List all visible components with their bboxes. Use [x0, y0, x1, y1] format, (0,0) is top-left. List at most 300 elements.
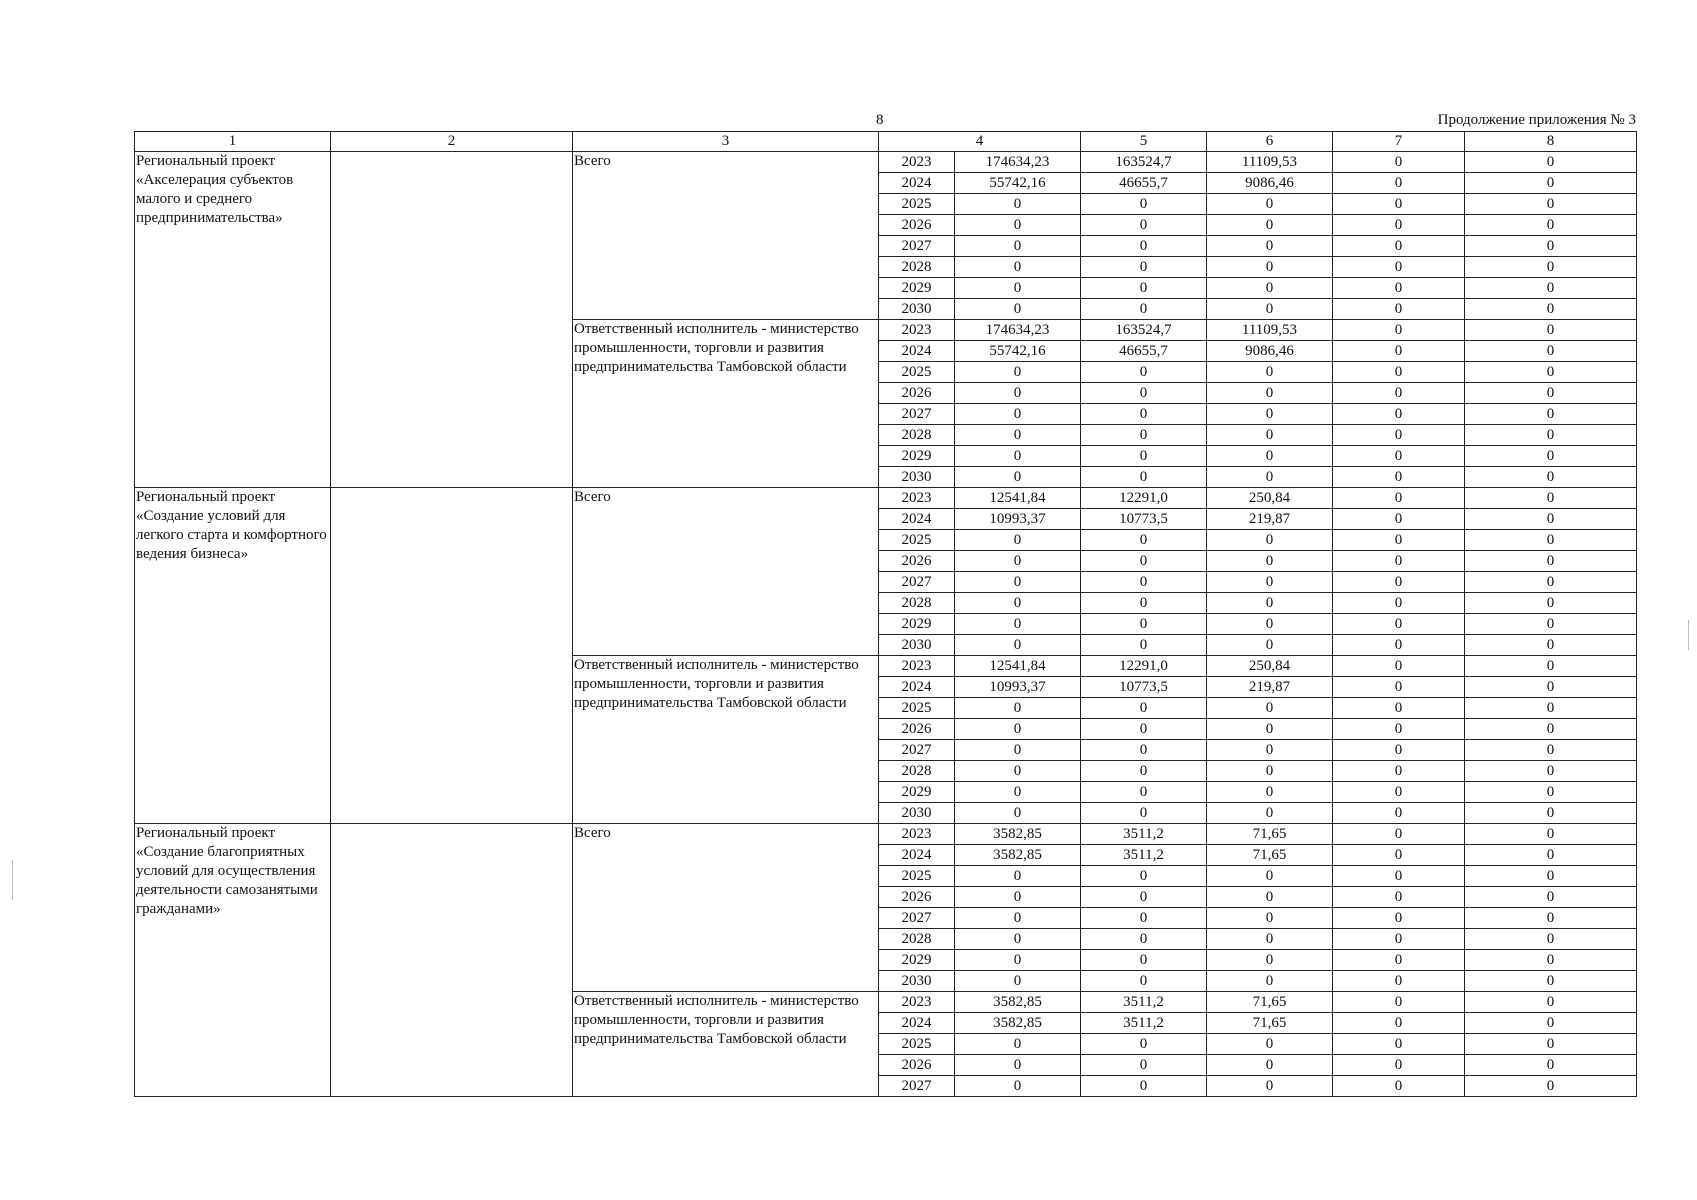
total-cell: 0 [955, 257, 1081, 278]
year-cell: 2024 [879, 1013, 955, 1034]
regional-cell: 0 [1207, 530, 1333, 551]
year-cell: 2028 [879, 257, 955, 278]
year-cell: 2025 [879, 194, 955, 215]
local-cell: 0 [1333, 299, 1465, 320]
local-cell: 0 [1333, 908, 1465, 929]
total-cell: 174634,23 [955, 152, 1081, 173]
federal-cell: 0 [1081, 719, 1207, 740]
regional-cell: 0 [1207, 614, 1333, 635]
other-cell: 0 [1465, 362, 1637, 383]
local-cell: 0 [1333, 1034, 1465, 1055]
total-cell: 0 [955, 1034, 1081, 1055]
total-cell: 0 [955, 530, 1081, 551]
regional-cell: 0 [1207, 950, 1333, 971]
regional-cell: 219,87 [1207, 677, 1333, 698]
regional-cell: 71,65 [1207, 845, 1333, 866]
federal-cell: 0 [1081, 215, 1207, 236]
regional-cell: 0 [1207, 1076, 1333, 1097]
year-cell: 2025 [879, 866, 955, 887]
regional-cell: 0 [1207, 257, 1333, 278]
federal-cell: 0 [1081, 887, 1207, 908]
regional-cell: 0 [1207, 404, 1333, 425]
total-cell: 3582,85 [955, 845, 1081, 866]
table-row [135, 824, 1637, 845]
total-cell: 0 [955, 761, 1081, 782]
year-cell: 2025 [879, 698, 955, 719]
year-cell: 2023 [879, 488, 955, 509]
local-cell: 0 [1333, 215, 1465, 236]
regional-cell: 0 [1207, 278, 1333, 299]
total-cell: 0 [955, 887, 1081, 908]
table-body [135, 152, 1637, 1097]
group-label-cell: Ответственный исполнитель - министерство промышленности, торговли и развития предпринимательства Тамбовской области [573, 992, 879, 1097]
other-cell: 0 [1465, 677, 1637, 698]
year-cell: 2024 [879, 677, 955, 698]
scan-edge-mark [1688, 620, 1689, 650]
total-cell: 0 [955, 425, 1081, 446]
year-cell: 2029 [879, 950, 955, 971]
federal-cell: 0 [1081, 383, 1207, 404]
appendix-caption: Продолжение приложения № 3 [1437, 112, 1636, 128]
header-cell-7: 7 [1333, 132, 1465, 152]
federal-cell: 0 [1081, 236, 1207, 257]
other-cell: 0 [1465, 215, 1637, 236]
local-cell: 0 [1333, 1055, 1465, 1076]
local-cell: 0 [1333, 782, 1465, 803]
other-cell: 0 [1465, 845, 1637, 866]
total-cell: 0 [955, 299, 1081, 320]
other-cell: 0 [1465, 698, 1637, 719]
federal-cell: 0 [1081, 278, 1207, 299]
regional-cell: 250,84 [1207, 656, 1333, 677]
regional-cell: 0 [1207, 362, 1333, 383]
total-cell: 55742,16 [955, 341, 1081, 362]
year-cell: 2024 [879, 845, 955, 866]
other-cell: 0 [1465, 803, 1637, 824]
local-cell: 0 [1333, 803, 1465, 824]
federal-cell: 0 [1081, 782, 1207, 803]
other-cell: 0 [1465, 1013, 1637, 1034]
header-cell-2: 2 [331, 132, 573, 152]
total-cell: 0 [955, 635, 1081, 656]
regional-cell: 71,65 [1207, 992, 1333, 1013]
local-cell: 0 [1333, 992, 1465, 1013]
regional-cell: 0 [1207, 299, 1333, 320]
federal-cell: 0 [1081, 194, 1207, 215]
local-cell: 0 [1333, 530, 1465, 551]
total-cell: 0 [955, 908, 1081, 929]
local-cell: 0 [1333, 614, 1465, 635]
total-cell: 0 [955, 866, 1081, 887]
regional-cell: 11109,53 [1207, 152, 1333, 173]
project-name-cell: Региональный проект «Создание благоприятных условий для осуществления деятельности самозанятыми гражданами» [135, 824, 331, 1097]
year-cell: 2027 [879, 1076, 955, 1097]
local-cell: 0 [1333, 1013, 1465, 1034]
year-cell: 2023 [879, 152, 955, 173]
federal-cell: 163524,7 [1081, 320, 1207, 341]
regional-cell: 250,84 [1207, 488, 1333, 509]
regional-cell: 0 [1207, 467, 1333, 488]
regional-cell: 71,65 [1207, 1013, 1333, 1034]
local-cell: 0 [1333, 320, 1465, 341]
total-cell: 3582,85 [955, 992, 1081, 1013]
other-cell: 0 [1465, 152, 1637, 173]
page-number: 8 [876, 112, 884, 128]
federal-cell: 12291,0 [1081, 656, 1207, 677]
other-cell: 0 [1465, 236, 1637, 257]
local-cell: 0 [1333, 509, 1465, 530]
year-cell: 2029 [879, 614, 955, 635]
local-cell: 0 [1333, 698, 1465, 719]
year-cell: 2026 [879, 1055, 955, 1076]
group-label-cell: Всего [573, 824, 879, 992]
other-cell: 0 [1465, 1076, 1637, 1097]
total-cell: 0 [955, 740, 1081, 761]
regional-cell: 0 [1207, 761, 1333, 782]
total-cell: 0 [955, 236, 1081, 257]
federal-cell: 0 [1081, 803, 1207, 824]
year-cell: 2029 [879, 782, 955, 803]
year-cell: 2028 [879, 425, 955, 446]
total-cell: 0 [955, 572, 1081, 593]
federal-cell: 0 [1081, 530, 1207, 551]
other-cell: 0 [1465, 866, 1637, 887]
federal-cell: 0 [1081, 404, 1207, 425]
regional-cell: 0 [1207, 1034, 1333, 1055]
total-cell: 0 [955, 404, 1081, 425]
year-cell: 2023 [879, 320, 955, 341]
other-cell: 0 [1465, 425, 1637, 446]
other-cell: 0 [1465, 1055, 1637, 1076]
federal-cell: 0 [1081, 425, 1207, 446]
other-cell: 0 [1465, 782, 1637, 803]
federal-cell: 0 [1081, 614, 1207, 635]
local-cell: 0 [1333, 467, 1465, 488]
total-cell: 0 [955, 950, 1081, 971]
regional-cell: 11109,53 [1207, 320, 1333, 341]
local-cell: 0 [1333, 866, 1465, 887]
federal-cell: 46655,7 [1081, 173, 1207, 194]
year-cell: 2030 [879, 467, 955, 488]
local-cell: 0 [1333, 173, 1465, 194]
federal-cell: 3511,2 [1081, 992, 1207, 1013]
local-cell: 0 [1333, 824, 1465, 845]
federal-cell: 46655,7 [1081, 341, 1207, 362]
regional-cell: 0 [1207, 236, 1333, 257]
local-cell: 0 [1333, 257, 1465, 278]
regional-cell: 0 [1207, 971, 1333, 992]
federal-cell: 0 [1081, 1076, 1207, 1097]
year-cell: 2030 [879, 299, 955, 320]
header-cell-5: 5 [1081, 132, 1207, 152]
local-cell: 0 [1333, 677, 1465, 698]
other-cell: 0 [1465, 446, 1637, 467]
total-cell: 10993,37 [955, 509, 1081, 530]
regional-cell: 0 [1207, 446, 1333, 467]
other-cell: 0 [1465, 593, 1637, 614]
local-cell: 0 [1333, 635, 1465, 656]
regional-cell: 0 [1207, 908, 1333, 929]
regional-cell: 0 [1207, 215, 1333, 236]
regional-cell: 0 [1207, 425, 1333, 446]
year-cell: 2027 [879, 908, 955, 929]
federal-cell: 0 [1081, 257, 1207, 278]
group-label-cell: Ответственный исполнитель - министерство промышленности, торговли и развития предпринимательства Тамбовской области [573, 320, 879, 488]
local-cell: 0 [1333, 425, 1465, 446]
local-cell: 0 [1333, 971, 1465, 992]
total-cell: 0 [955, 467, 1081, 488]
regional-cell: 0 [1207, 593, 1333, 614]
regional-cell: 0 [1207, 1055, 1333, 1076]
group-label-cell: Всего [573, 488, 879, 656]
other-cell: 0 [1465, 509, 1637, 530]
federal-cell: 0 [1081, 971, 1207, 992]
header-cell-3: 3 [573, 132, 879, 152]
total-cell: 55742,16 [955, 173, 1081, 194]
regional-cell: 0 [1207, 383, 1333, 404]
local-cell: 0 [1333, 278, 1465, 299]
regional-cell: 0 [1207, 698, 1333, 719]
header-cell-4: 4 [879, 132, 1081, 152]
year-cell: 2028 [879, 593, 955, 614]
year-cell: 2027 [879, 572, 955, 593]
federal-cell: 0 [1081, 362, 1207, 383]
group-label-cell: Всего [573, 152, 879, 320]
year-cell: 2026 [879, 719, 955, 740]
federal-cell: 163524,7 [1081, 152, 1207, 173]
federal-cell: 0 [1081, 740, 1207, 761]
local-cell: 0 [1333, 656, 1465, 677]
federal-cell: 0 [1081, 1034, 1207, 1055]
local-cell: 0 [1333, 341, 1465, 362]
local-cell: 0 [1333, 446, 1465, 467]
total-cell: 10993,37 [955, 677, 1081, 698]
column-2-cell [331, 824, 573, 1097]
federal-cell: 0 [1081, 593, 1207, 614]
other-cell: 0 [1465, 929, 1637, 950]
year-cell: 2027 [879, 236, 955, 257]
local-cell: 0 [1333, 404, 1465, 425]
total-cell: 0 [955, 698, 1081, 719]
total-cell: 0 [955, 194, 1081, 215]
other-cell: 0 [1465, 257, 1637, 278]
federal-cell: 0 [1081, 299, 1207, 320]
year-cell: 2023 [879, 656, 955, 677]
local-cell: 0 [1333, 593, 1465, 614]
year-cell: 2030 [879, 971, 955, 992]
total-cell: 0 [955, 551, 1081, 572]
local-cell: 0 [1333, 362, 1465, 383]
federal-cell: 3511,2 [1081, 845, 1207, 866]
other-cell: 0 [1465, 488, 1637, 509]
other-cell: 0 [1465, 614, 1637, 635]
federal-cell: 0 [1081, 446, 1207, 467]
other-cell: 0 [1465, 992, 1637, 1013]
other-cell: 0 [1465, 320, 1637, 341]
other-cell: 0 [1465, 278, 1637, 299]
federal-cell: 0 [1081, 698, 1207, 719]
total-cell: 0 [955, 803, 1081, 824]
regional-cell: 219,87 [1207, 509, 1333, 530]
local-cell: 0 [1333, 845, 1465, 866]
column-2-cell [331, 488, 573, 824]
other-cell: 0 [1465, 887, 1637, 908]
other-cell: 0 [1465, 635, 1637, 656]
year-cell: 2023 [879, 824, 955, 845]
regional-cell: 0 [1207, 740, 1333, 761]
total-cell: 3582,85 [955, 824, 1081, 845]
other-cell: 0 [1465, 719, 1637, 740]
federal-cell: 0 [1081, 467, 1207, 488]
year-cell: 2030 [879, 635, 955, 656]
group-label-cell: Ответственный исполнитель - министерство промышленности, торговли и развития предпринимательства Тамбовской области [573, 656, 879, 824]
federal-cell: 0 [1081, 1055, 1207, 1076]
regional-cell: 0 [1207, 194, 1333, 215]
federal-cell: 0 [1081, 761, 1207, 782]
local-cell: 0 [1333, 887, 1465, 908]
year-cell: 2028 [879, 929, 955, 950]
year-cell: 2025 [879, 362, 955, 383]
header-cell-6: 6 [1207, 132, 1333, 152]
year-cell: 2026 [879, 551, 955, 572]
regional-cell: 0 [1207, 782, 1333, 803]
year-cell: 2025 [879, 530, 955, 551]
total-cell: 174634,23 [955, 320, 1081, 341]
other-cell: 0 [1465, 950, 1637, 971]
year-cell: 2026 [879, 215, 955, 236]
header-cell-1: 1 [135, 132, 331, 152]
other-cell: 0 [1465, 908, 1637, 929]
regional-cell: 0 [1207, 551, 1333, 572]
federal-cell: 0 [1081, 908, 1207, 929]
total-cell: 0 [955, 782, 1081, 803]
year-cell: 2026 [879, 887, 955, 908]
local-cell: 0 [1333, 236, 1465, 257]
total-cell: 0 [955, 446, 1081, 467]
other-cell: 0 [1465, 971, 1637, 992]
local-cell: 0 [1333, 572, 1465, 593]
regional-cell: 9086,46 [1207, 341, 1333, 362]
regional-cell: 0 [1207, 887, 1333, 908]
table-row [135, 488, 1637, 509]
year-cell: 2029 [879, 278, 955, 299]
total-cell: 0 [955, 971, 1081, 992]
year-cell: 2027 [879, 404, 955, 425]
total-cell: 0 [955, 278, 1081, 299]
total-cell: 0 [955, 929, 1081, 950]
local-cell: 0 [1333, 194, 1465, 215]
federal-cell: 0 [1081, 572, 1207, 593]
total-cell: 0 [955, 1055, 1081, 1076]
local-cell: 0 [1333, 1076, 1465, 1097]
other-cell: 0 [1465, 530, 1637, 551]
regional-cell: 0 [1207, 803, 1333, 824]
federal-cell: 0 [1081, 950, 1207, 971]
other-cell: 0 [1465, 383, 1637, 404]
regional-cell: 0 [1207, 572, 1333, 593]
other-cell: 0 [1465, 761, 1637, 782]
year-cell: 2023 [879, 992, 955, 1013]
local-cell: 0 [1333, 719, 1465, 740]
year-cell: 2024 [879, 509, 955, 530]
federal-cell: 12291,0 [1081, 488, 1207, 509]
federal-cell: 3511,2 [1081, 1013, 1207, 1034]
year-cell: 2029 [879, 446, 955, 467]
federal-cell: 3511,2 [1081, 824, 1207, 845]
other-cell: 0 [1465, 467, 1637, 488]
year-cell: 2030 [879, 803, 955, 824]
regional-cell: 0 [1207, 635, 1333, 656]
local-cell: 0 [1333, 950, 1465, 971]
other-cell: 0 [1465, 824, 1637, 845]
federal-cell: 0 [1081, 635, 1207, 656]
financing-table [134, 131, 1637, 1097]
local-cell: 0 [1333, 740, 1465, 761]
other-cell: 0 [1465, 656, 1637, 677]
other-cell: 0 [1465, 1034, 1637, 1055]
total-cell: 0 [955, 614, 1081, 635]
regional-cell: 71,65 [1207, 824, 1333, 845]
total-cell: 3582,85 [955, 1013, 1081, 1034]
total-cell: 0 [955, 362, 1081, 383]
other-cell: 0 [1465, 341, 1637, 362]
header-row [135, 132, 1637, 152]
total-cell: 12541,84 [955, 488, 1081, 509]
total-cell: 0 [955, 719, 1081, 740]
other-cell: 0 [1465, 194, 1637, 215]
total-cell: 12541,84 [955, 656, 1081, 677]
other-cell: 0 [1465, 173, 1637, 194]
local-cell: 0 [1333, 929, 1465, 950]
year-cell: 2024 [879, 173, 955, 194]
other-cell: 0 [1465, 551, 1637, 572]
column-2-cell [331, 152, 573, 488]
total-cell: 0 [955, 383, 1081, 404]
local-cell: 0 [1333, 383, 1465, 404]
local-cell: 0 [1333, 152, 1465, 173]
other-cell: 0 [1465, 740, 1637, 761]
federal-cell: 0 [1081, 551, 1207, 572]
other-cell: 0 [1465, 299, 1637, 320]
year-cell: 2024 [879, 341, 955, 362]
year-cell: 2025 [879, 1034, 955, 1055]
federal-cell: 0 [1081, 866, 1207, 887]
other-cell: 0 [1465, 404, 1637, 425]
year-cell: 2027 [879, 740, 955, 761]
year-cell: 2026 [879, 383, 955, 404]
regional-cell: 9086,46 [1207, 173, 1333, 194]
regional-cell: 0 [1207, 719, 1333, 740]
federal-cell: 10773,5 [1081, 677, 1207, 698]
total-cell: 0 [955, 593, 1081, 614]
project-name-cell: Региональный проект «Акселерация субъектов малого и среднего предпринимательства» [135, 152, 331, 488]
scan-edge-mark [12, 860, 13, 900]
regional-cell: 0 [1207, 929, 1333, 950]
project-name-cell: Региональный проект «Создание условий для легкого старта и комфортного ведения бизнеса» [135, 488, 331, 824]
local-cell: 0 [1333, 488, 1465, 509]
total-cell: 0 [955, 215, 1081, 236]
local-cell: 0 [1333, 551, 1465, 572]
table-row [135, 152, 1637, 173]
federal-cell: 0 [1081, 929, 1207, 950]
header-cell-8: 8 [1465, 132, 1637, 152]
local-cell: 0 [1333, 761, 1465, 782]
federal-cell: 10773,5 [1081, 509, 1207, 530]
year-cell: 2028 [879, 761, 955, 782]
total-cell: 0 [955, 1076, 1081, 1097]
regional-cell: 0 [1207, 866, 1333, 887]
other-cell: 0 [1465, 572, 1637, 593]
